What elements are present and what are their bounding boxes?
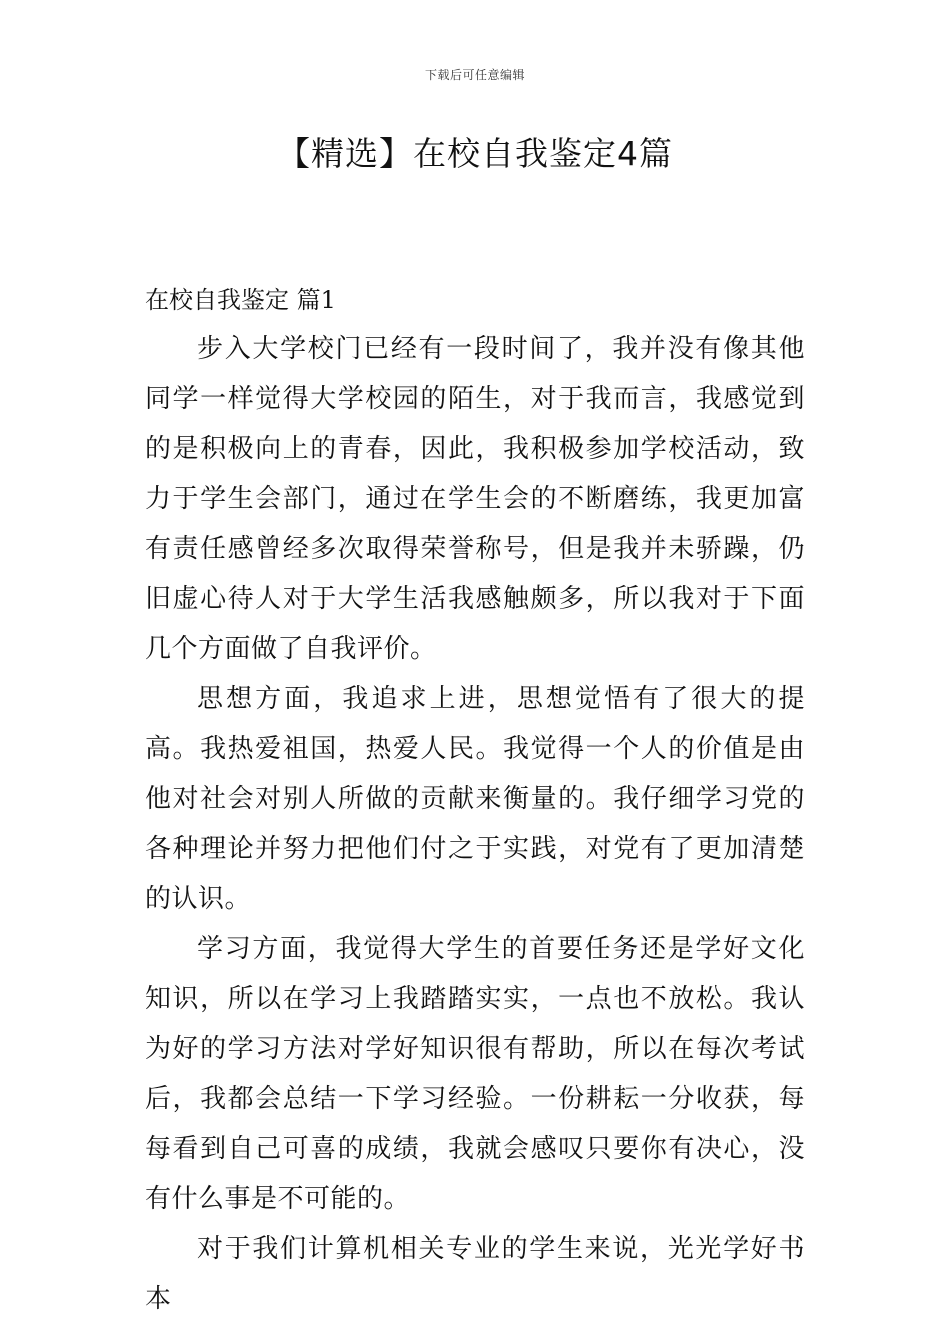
document-title: 【精选】在校自我鉴定4篇 <box>277 134 673 173</box>
paragraph: 步入大学校门已经有一段时间了，我并没有像其他同学一样觉得大学校园的陌生，对于我而言，我感觉到的是积极向上的青春，因此，我积极参加学校活动，致力于学生会部门，通过在学生会的不断磨练，我更加富有责任感曾经多次取得荣誉称号，但是我并未骄躁，仍旧虚心待人对于大学生活我感触颇多，所以我对于下面几个方面做了自我评价。 <box>145 334 805 664</box>
paragraph: 学习方面，我觉得大学生的首要任务还是学好文化知识，所以在学习上我踏踏实实，一点也不放松。我认为好的学习方法对学好知识很有帮助，所以在每次考试后，我都会总结一下学习经验。一份耕耘一分收获，每每看到自己可喜的成绩，我就会感叹只要你有决心，没有什么事是不可能的。 <box>145 934 805 1214</box>
section-heading: 在校自我鉴定 篇1 <box>145 286 336 314</box>
document-body <box>145 280 805 1324</box>
header-note: 下载后可任意编辑 <box>424 68 525 82</box>
paragraph: 思想方面，我追求上进，思想觉悟有了很大的提高。我热爱祖国，热爱人民。我觉得一个人的价值是由他对社会对别人所做的贡献来衡量的。我仔细学习党的各种理论并努力把他们付之于实践，对党有了更加清楚的认识。 <box>145 684 805 914</box>
paragraph: 对于我们计算机相关专业的学生来说，光光学好书本 <box>145 1234 805 1314</box>
